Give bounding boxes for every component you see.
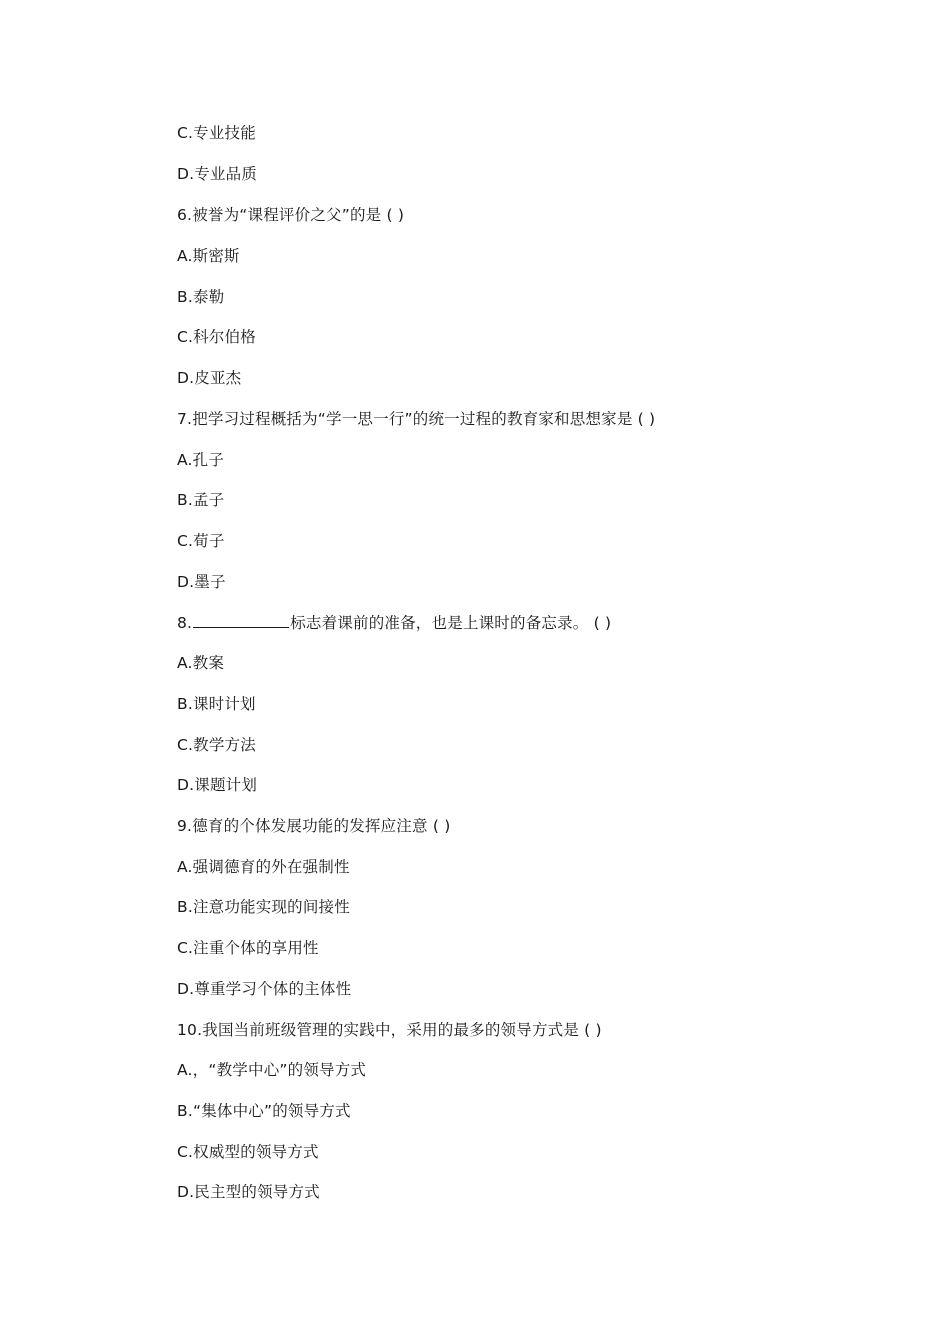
option-a-q8: A.教案 [177,654,225,672]
option-b-q10: B.“集体中心”的领导方式 [177,1102,351,1120]
option-d-q7: D.墨子 [177,573,226,591]
question-7: 7.把学习过程概括为“学一思一行”的统一过程的教育家和思想家是 ( ) [177,410,656,428]
option-c-q6: C.科尔伯格 [177,328,256,346]
option-c-q10: C.权威型的领导方式 [177,1143,319,1161]
option-d-q8: D.课题计划 [177,776,258,794]
option-b-q8: B.课时计划 [177,695,256,713]
option-a-q10: A.，“教学中心”的领导方式 [177,1061,367,1079]
question-8-number: 8. [177,614,193,632]
question-6: 6.被誉为“课程评价之父”的是 ( ) [177,206,405,224]
option-c-q5: C.专业技能 [177,124,256,142]
question-10: 10.我国当前班级管理的实践中，采用的最多的领导方式是 ( ) [177,1021,602,1039]
option-b-q6: B.泰勒 [177,288,225,306]
option-d-q5: D.专业品质 [177,165,258,183]
option-a-q6: A.斯密斯 [177,247,240,265]
option-d-q10: D.民主型的领导方式 [177,1183,320,1201]
question-9: 9.德育的个体发展功能的发挥应注意 ( ) [177,817,451,835]
option-d-q9: D.尊重学习个体的主体性 [177,980,352,998]
option-c-q8: C.教学方法 [177,736,256,754]
question-8-text: 标志着课前的准备，也是上课时的备忘录。 ( ) [290,614,612,632]
option-d-q6: D.皮亚杰 [177,369,242,387]
option-b-q9: B.注意功能实现的间接性 [177,898,350,916]
option-c-q7: C.荀子 [177,532,225,550]
option-a-q7: A.孔子 [177,451,225,469]
fill-in-blank [193,612,289,628]
option-a-q9: A.强调德育的外在强制性 [177,858,350,876]
question-8 [177,612,611,633]
option-c-q9: C.注重个体的享用性 [177,939,319,957]
option-b-q7: B.孟子 [177,491,225,509]
